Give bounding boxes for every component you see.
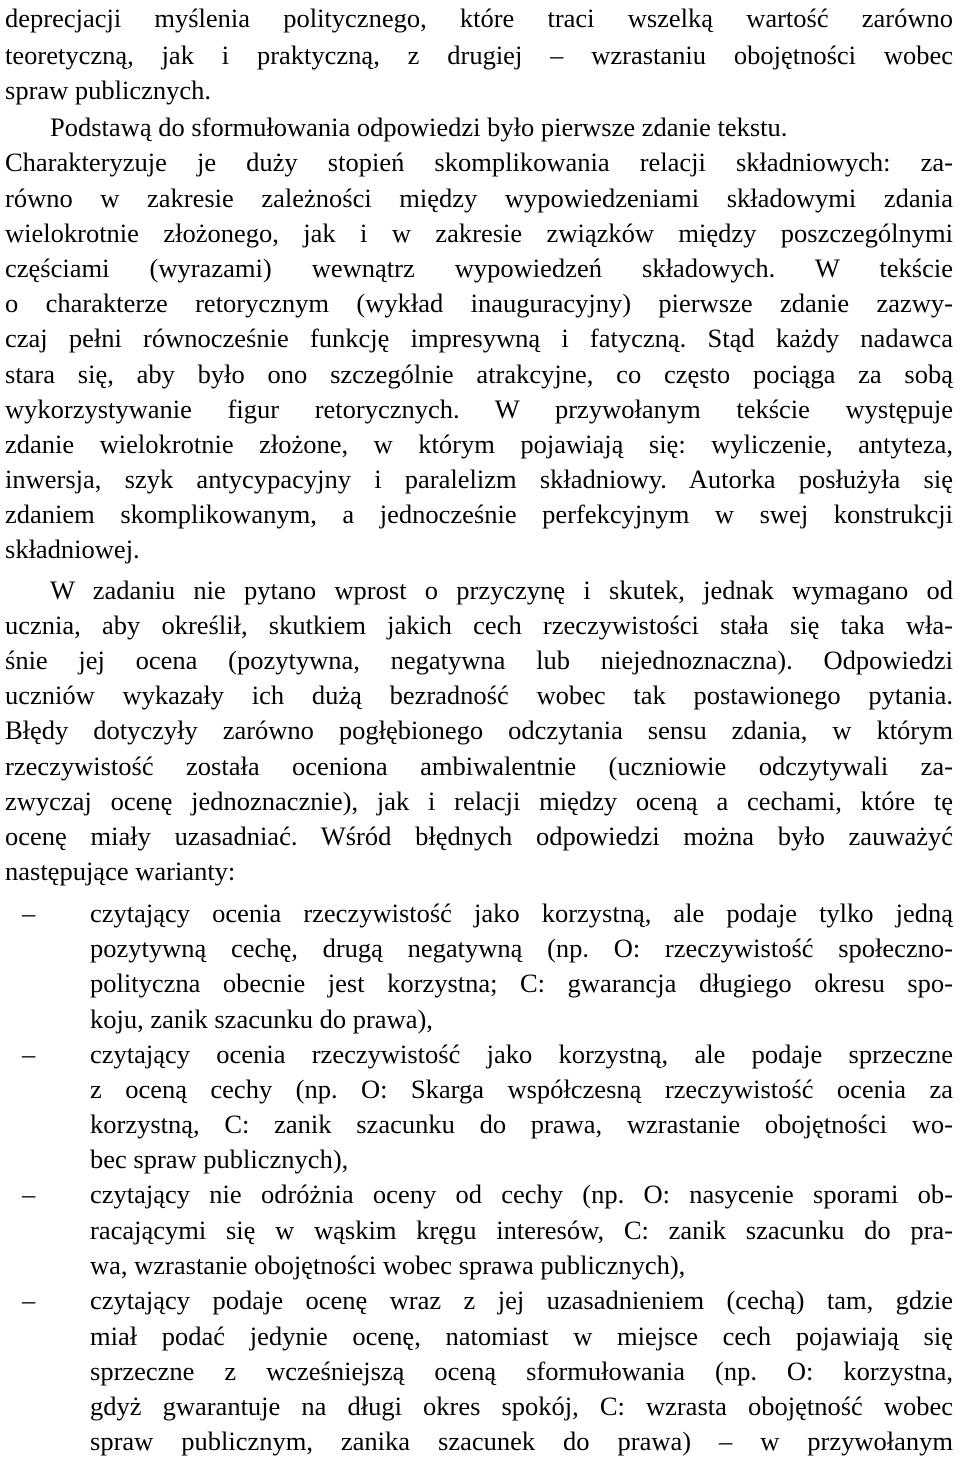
text-line: częściami (wyrazami) wewnątrz wypowiedzeń składowych. W tekście — [5, 253, 953, 283]
text-line: następujące warianty: — [5, 856, 236, 886]
text-line: wykorzystywanie figur retorycznych. W przywołanym tekście występuje — [5, 394, 953, 424]
text-line: zwyczaj ocenę jednoznacznie), jak i relacji między oceną a cechami, które tę — [5, 786, 953, 816]
text-line: wa, wzrastanie obojętności wobec sprawa publicznych), — [90, 1250, 686, 1280]
text-line: Charakteryzuje je duży stopień skomplikowania relacji składniowych: za- — [5, 147, 953, 177]
text-line: ucznia, aby określił, skutkiem jakich cech rzeczywistości stała się taka wła- — [5, 610, 953, 640]
text-line: ocenę miały uzasadniać. Wśród błędnych odpowiedzi można było zauważyć — [5, 821, 953, 851]
text-line: spraw publicznych. — [5, 75, 212, 105]
text-line: koju, zanik szacunku do prawa), — [90, 1004, 433, 1034]
text-line: zdanie wielokrotnie złożone, w którym pojawiają się: wyliczenie, antyteza, — [5, 429, 953, 459]
text-line: czytający ocenia rzeczywistość jako korzystną, ale podaje sprzeczne — [90, 1039, 953, 1069]
text-line: miał podać jedynie ocenę, natomiast w miejsce cech pojawiają się — [90, 1321, 953, 1351]
dash-bullet: – — [22, 898, 36, 928]
dash-bullet: – — [22, 1179, 36, 1209]
text-line: Błędy dotyczyły zarówno pogłębionego odczytania sensu zdania, w którym — [5, 715, 953, 745]
text-line: z oceną cechy (np. O: Skarga współczesną rzeczywistość ocenia za — [90, 1074, 953, 1104]
text-line: pozytywną cechę, drugą negatywną (np. O: rzeczywistość społeczno- — [90, 933, 953, 963]
dash-bullet: – — [22, 1039, 36, 1069]
text-line: rzeczywistość została oceniona ambiwalentnie (uczniowie odczytywali za- — [5, 751, 953, 781]
text-line: czytający podaje ocenę wraz z jej uzasadnieniem (cechą) tam, gdzie — [90, 1285, 953, 1315]
text-line: inwersja, szyk antycypacyjny i paralelizm składniowy. Autorka posłużyła się — [5, 464, 953, 494]
text-line: Podstawą do sformułowania odpowiedzi było pierwsze zdanie tekstu. — [50, 112, 788, 142]
text-line: sprzeczne z wcześniejszą oceną sformułowania (np. O: korzystna, — [90, 1356, 953, 1386]
text-line: czytający nie odróżnia oceny od cechy (np. O: nasycenie sporami ob- — [90, 1179, 953, 1209]
dash-bullet: – — [22, 1285, 36, 1315]
text-line: zdaniem skomplikowanym, a jednocześnie perfekcyjnym w swej konstrukcji — [5, 499, 953, 529]
text-line: spraw publicznym, zanika szacunek do prawa) – w przywołanym — [90, 1426, 953, 1456]
text-line: śnie jej ocena (pozytywna, negatywna lub niejednoznaczna). Odpowiedzi — [5, 645, 953, 675]
text-line: składniowej. — [5, 534, 140, 564]
text-line: równo w zakresie zależności między wypowiedzeniami składowymi zdania — [5, 183, 953, 213]
text-line: W zadaniu nie pytano wprost o przyczynę i skutek, jednak wymagano od — [50, 575, 953, 605]
text-line: teoretyczną, jak i praktyczną, z drugiej – wzrastaniu obojętności wobec — [5, 40, 953, 70]
text-line: korzystną, C: zanik szacunku do prawa, wzrastanie obojętności wo- — [90, 1109, 953, 1139]
text-line: stara się, aby było ono szczególnie atrakcyjne, co często pociąga za sobą — [5, 359, 953, 389]
text-line: bec spraw publicznych), — [90, 1144, 349, 1174]
text-line: gdyż gwarantuje na długi okres spokój, C: wzrasta obojętność wobec — [90, 1391, 953, 1421]
text-line: czaj pełni równocześnie funkcję impresywną i fatyczną. Stąd każdy nadawca — [5, 323, 953, 353]
text-line: racającymi się w wąskim kręgu interesów, C: zanik szacunku do pra- — [90, 1215, 953, 1245]
text-line: czytający ocenia rzeczywistość jako korzystną, ale podaje tylko jedną — [90, 898, 953, 928]
text-line: polityczna obecnie jest korzystna; C: gwarancja długiego okresu spo- — [90, 968, 953, 998]
text-line: deprecjacji myślenia politycznego, które traci wszelką wartość zarówno — [5, 3, 953, 33]
text-line: o charakterze retorycznym (wykład inauguracyjny) pierwsze zdanie zazwy- — [5, 288, 953, 318]
text-line: wielokrotnie złożonego, jak i w zakresie związków między poszczególnymi — [5, 218, 953, 248]
text-line: uczniów wykazały ich dużą bezradność wobec tak postawionego pytania. — [5, 680, 953, 710]
